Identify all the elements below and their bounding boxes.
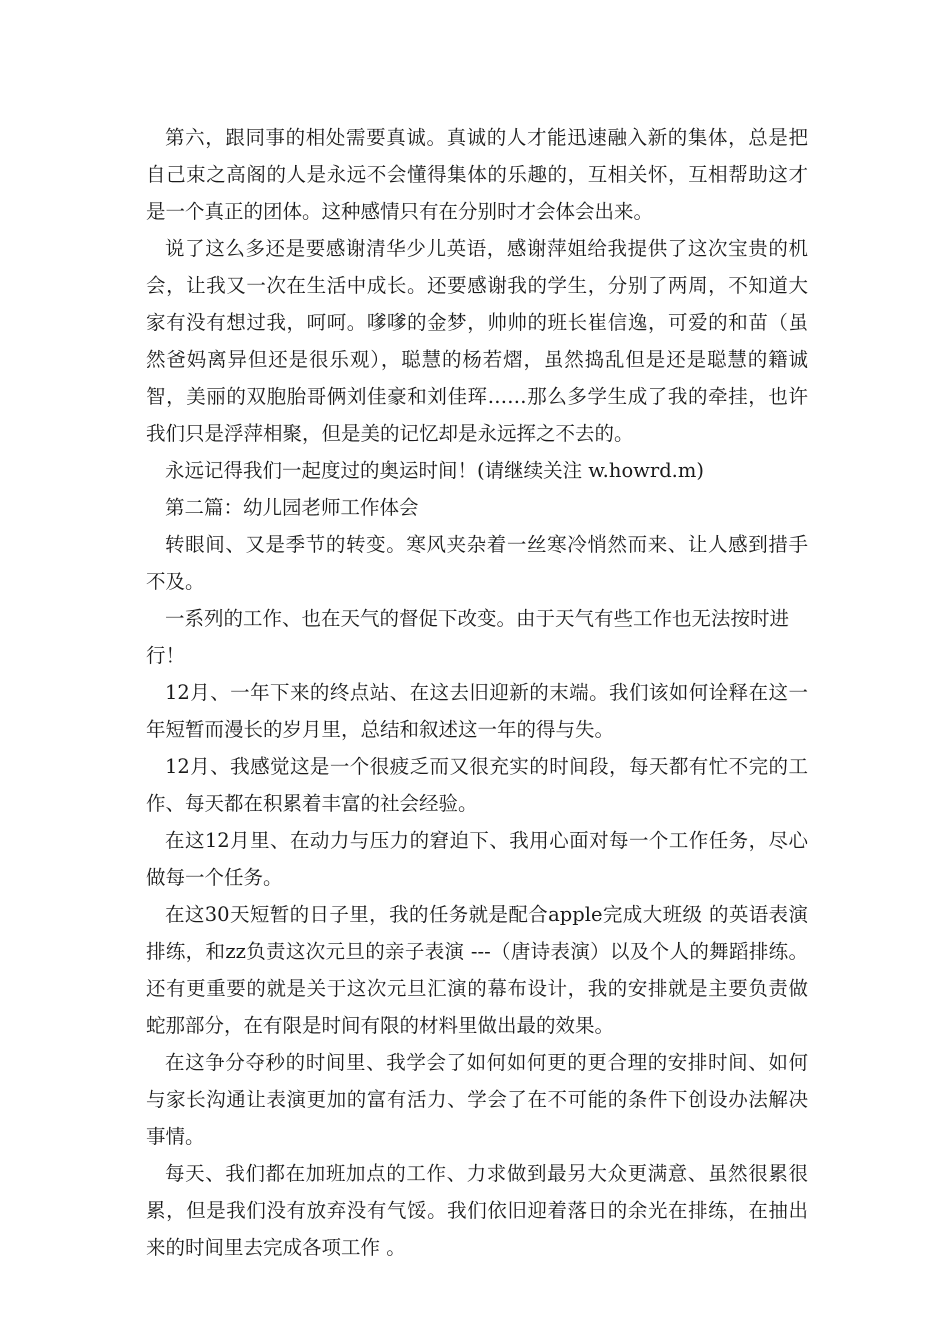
paragraph-2: 说了这么多还是要感谢清华少儿英语，感谢萍姐给我提供了这次宝贵的机会，让我又一次在生活中成长。还要感谢我的学生，分别了两周，不知道大家有没有想过我，呵呵。嗲嗲的金梦，帅帅的班长崔信逸，可爱的和苗（虽然爸妈离异但还是很乐观），聪慧的杨若熠，虽然捣乱但是还是聪慧的籍诚智，美丽的双胞胎哥俩刘佳豪和刘佳珲……那么多学生成了我的牵挂，也许我们只是浮萍相聚，但是美的记忆却是永远挥之不去的。 (146, 237, 808, 445)
document-page (146, 119, 808, 1266)
paragraph-9: 在这30天短暂的日子里，我的任务就是配合apple完成大班级 的英语表演排练，和zz负责这次元旦的亲子表演 ---（唐诗表演）以及个人的舞蹈排练。还有更重要的就是关于这次元旦汇演的幕布设计，我的安排就是主要负责做蛇那部分，在有限是时间有限的材料里做出最的效果。 (146, 903, 808, 1037)
paragraph-7: 12月、我感觉这是一个很疲乏而又很充实的时间段，每天都有忙不完的工作、每天都在积累着丰富的社会经验。 (146, 755, 808, 815)
paragraph-10: 在这争分夺秒的时间里、我学会了如何如何更的更合理的安排时间、如何与家长沟通让表演更加的富有活力、学会了在不可能的条件下创设办法解决事情。 (146, 1051, 808, 1148)
paragraph-1: 第六，跟同事的相处需要真诚。真诚的人才能迅速融入新的集体，总是把自己束之高阁的人是永远不会懂得集体的乐趣的，互相关怀，互相帮助这才是一个真正的团体。这种感情只有在分别时才会体会出来。 (146, 126, 808, 223)
paragraph-6: 12月、一年下来的终点站、在这去旧迎新的末端。我们该如何诠释在这一年短暂而漫长的岁月里，总结和叙述这一年的得与失。 (146, 681, 808, 741)
paragraph-11: 每天、我们都在加班加点的工作、力求做到最另大众更满意、虽然很累很累，但是我们没有放弃没有气馁。我们依旧迎着落日的余光在排练，在抽出来的时间里去完成各项工作 。 (146, 1162, 808, 1259)
paragraph-8: 在这12月里、在动力与压力的窘迫下、我用心面对每一个工作任务，尽心做每一个任务。 (146, 829, 808, 889)
paragraph-4: 转眼间、又是季节的转变。寒风夹杂着一丝寒冷悄然而来、让人感到措手不及。 (146, 533, 808, 593)
section-heading: 第二篇：幼儿园老师工作体会 (165, 496, 419, 519)
paragraph-5: 一系列的工作、也在天气的督促下改变。由于天气有些工作也无法按时进行！ (146, 607, 790, 667)
paragraph-3: 永远记得我们一起度过的奥运时间！(请继续关注 w.howrd.m) (165, 459, 704, 482)
